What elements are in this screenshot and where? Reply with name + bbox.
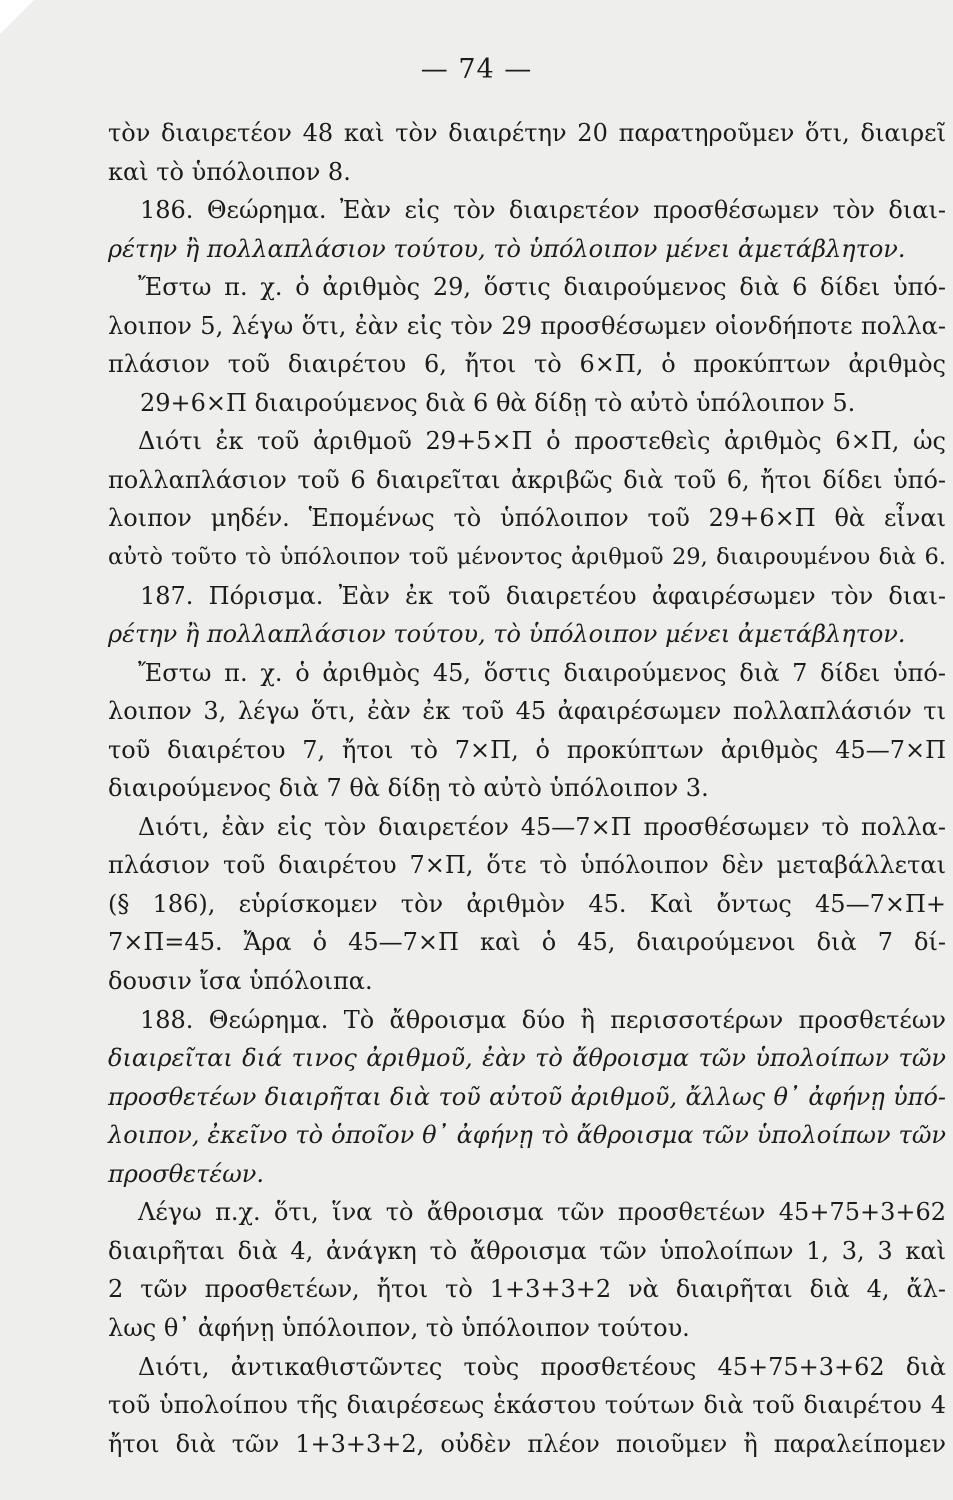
text-line: δουσιν ἴσα ὑπόλοιπα. <box>108 967 373 996</box>
text-line: ἤτοι διὰ τῶν 1+3+3+2, οὐδὲν πλέον ποιοῦμεν ἢ παραλείπομεν <box>108 1429 946 1458</box>
text-line: ρέτην ἢ πολλαπλάσιον τούτου, τὸ ὑπόλοιπον μένει ἀμετάβλητον. <box>108 234 906 263</box>
text-line: 187. Πόρισμα. Ἐὰν ἐκ τοῦ διαιρετέου ἀφαιρέσωμεν τὸν διαι- <box>140 581 946 610</box>
text-line: Ἔστω π. χ. ὁ ἀριθμὸς 29, ὅστις διαιρούμενος διὰ 6 δίδει ὑπό- <box>138 273 946 302</box>
page-corner-fold <box>0 0 34 34</box>
page-number: — 74 — <box>420 54 533 85</box>
text-line: πλάσιον τοῦ διαιρέτου 6, ἤτοι τὸ 6×Π, ὁ προκύπτων ἀριθμὸς <box>108 350 946 379</box>
text-line: πολλαπλάσιον τοῦ 6 διαιρεῖται ἀκριβῶς διὰ τοῦ 6, ἤτοι δίδει ὑπό- <box>108 465 946 494</box>
text-line: 2 τῶν προσθετέων, ἤτοι τὸ 1+3+3+2 νὰ διαιρῆται διὰ 4, ἄλ- <box>108 1275 946 1304</box>
text-line: Λέγω π.χ. ὅτι, ἵνα τὸ ἄθροισμα τῶν προσθετέων 45+75+3+62 <box>138 1198 946 1227</box>
text-line: τοῦ ὑπολοίπου τῆς διαιρέσεως ἑκάστου τούτων διὰ τοῦ διαιρέτου 4 <box>108 1391 946 1420</box>
text-line: προσθετέων. <box>108 1159 264 1188</box>
text-line: λοιπον, ἐκεῖνο τὸ ὁποῖον θ᾽ ἀφήνῃ τὸ ἄθροισμα τῶν ὑπολοίπων τῶν <box>108 1121 946 1150</box>
text-line: διαιρῆται διὰ 4, ἀνάγκη τὸ ἄθροισμα τῶν ὑπολοίπων 1, 3, 3 καὶ <box>108 1236 946 1265</box>
text-line: διαιρούμενος διὰ 7 θὰ δίδῃ τὸ αὐτὸ ὑπόλοιπον 3. <box>108 774 709 803</box>
text-line: προσθετέων διαιρῆται διὰ τοῦ αὐτοῦ ἀριθμοῦ, ἄλλως θ᾽ ἀφήνῃ ὑπό- <box>108 1082 946 1111</box>
text-line: (§ 186), εὑρίσκομεν τὸν ἀριθμὸν 45. Καὶ ὄντως 45—7×Π+ <box>108 889 946 918</box>
text-line: Ἔστω π. χ. ὁ ἀριθμὸς 45, ὅστις διαιρούμενος διὰ 7 δίδει ὑπό- <box>138 658 946 687</box>
text-line: 186. Θεώρημα. Ἐὰν εἰς τὸν διαιρετέον προσθέσωμεν τὸν διαι- <box>140 196 946 225</box>
text-line: 188. Θεώρημα. Τὸ ἄθροισμα δύο ἢ περισσοτέρων προσθετέων <box>140 1005 946 1034</box>
text-line: λοιπον μηδέν. Ἑπομένως τὸ ὑπόλοιπον τοῦ 29+6×Π θὰ εἶναι <box>108 504 946 533</box>
text-line: πλάσιον τοῦ διαιρέτου 7×Π, ὅτε τὸ ὑπόλοιπον δὲν μεταβάλλεται <box>108 851 946 880</box>
text-line: Διότι ἐκ τοῦ ἀριθμοῦ 29+5×Π ὁ προστεθεὶς ἀριθμὸς 6×Π, ὡς <box>138 427 946 456</box>
text-line: τὸν διαιρετέον 48 καὶ τὸν διαιρέτην 20 παρατηροῦμεν ὅτι, διαιρεῖ <box>108 119 946 147</box>
text-line: λως θ᾽ ἀφήνῃ ὑπόλοιπον, τὸ ὑπόλοιπον τούτου. <box>108 1313 690 1342</box>
text-line: αὐτὸ τοῦτο τὸ ὑπόλοιπον τοῦ μένοντος ἀριθμοῦ 29, διαιρουμένου διὰ 6. <box>108 544 946 571</box>
text-line: Διότι, ἀντικαθιστῶντες τοὺς προσθετέους 45+75+3+62 διὰ <box>138 1352 946 1381</box>
text-line: λοιπον 5, λέγω ὅτι, ἐὰν εἰς τὸν 29 προσθέσωμεν οἱονδήποτε πολλα- <box>108 311 946 340</box>
text-line: καὶ τὸ ὑπόλοιπον 8. <box>108 157 351 186</box>
text-line: διαιρεῖται διά τινος ἀριθμοῦ, ἐὰν τὸ ἄθροισμα τῶν ὑπολοίπων τῶν <box>108 1044 946 1073</box>
text-line: 29+6×Π διαιρούμενος διὰ 6 θὰ δίδῃ τὸ αὐτὸ ὑπόλοιπον 5. <box>140 388 856 417</box>
text-line: τοῦ διαιρέτου 7, ἤτοι τὸ 7×Π, ὁ προκύπτων ἀριθμὸς 45—7×Π <box>108 735 946 764</box>
text-line: λοιπον 3, λέγω ὅτι, ἐὰν ἐκ τοῦ 45 ἀφαιρέσωμεν πολλαπλάσιόν τι <box>108 697 946 726</box>
text-line: 7×Π=45. Ἄρα ὁ 45—7×Π καὶ ὁ 45, διαιρούμενοι διὰ 7 δί- <box>108 928 946 957</box>
text-line: ρέτην ἢ πολλαπλάσιον τούτου, τὸ ὑπόλοιπον μένει ἀμετάβλητον. <box>108 620 906 649</box>
text-line: Διότι, ἐὰν εἰς τὸν διαιρετέον 45—7×Π προσθέσωμεν τὸ πολλα- <box>138 812 946 841</box>
body-text <box>108 114 946 1463</box>
